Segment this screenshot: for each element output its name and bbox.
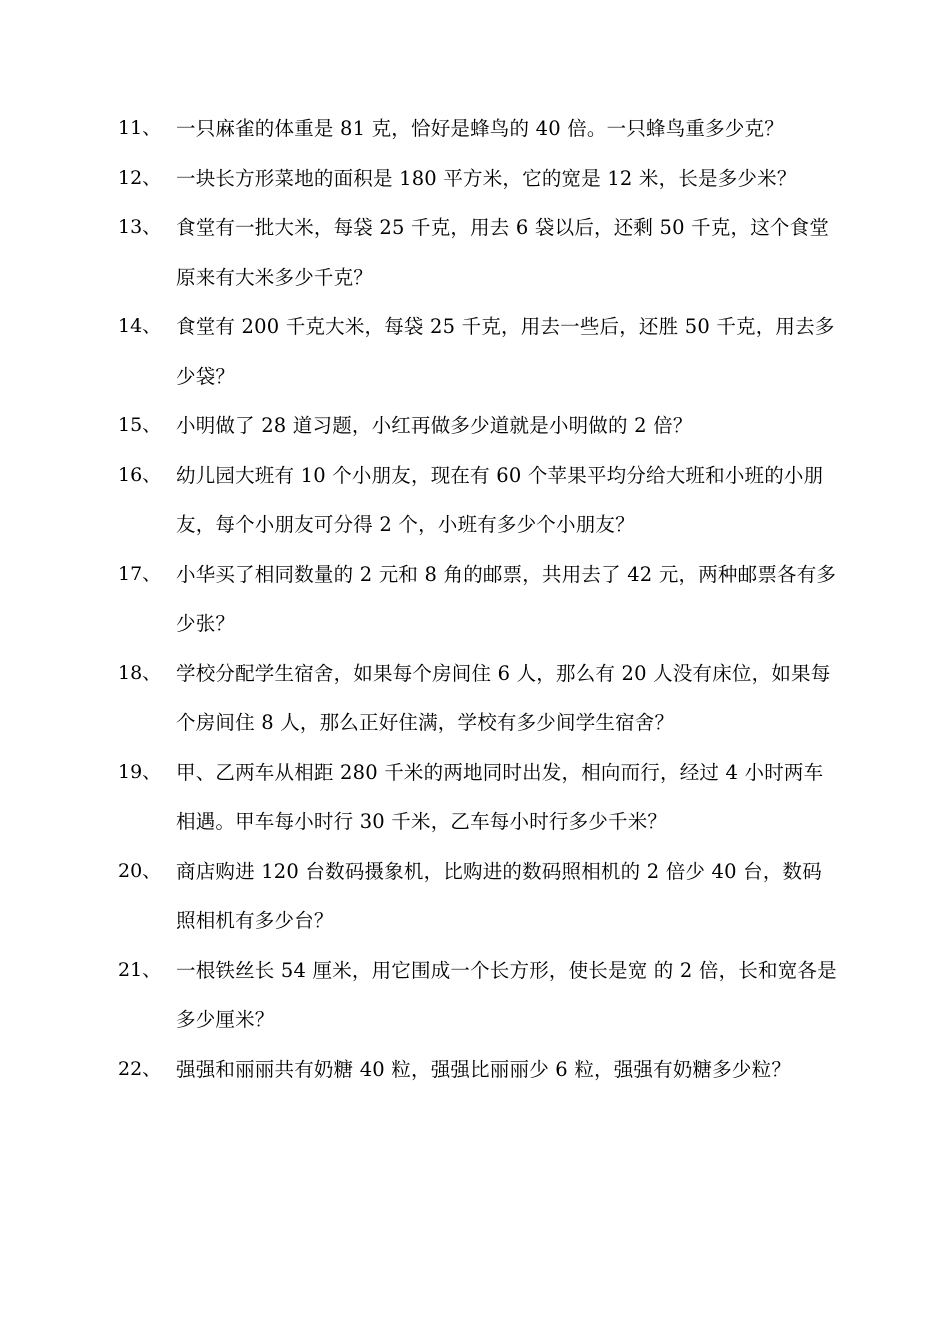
problem-item — [118, 748, 838, 847]
problem-text: 一只麻雀的体重是 81 克，恰好是蜂鸟的 40 倍。一只蜂鸟重多少克？ — [176, 117, 784, 140]
problem-item — [118, 649, 838, 748]
problem-item — [118, 154, 838, 204]
problem-item — [118, 550, 838, 649]
problem-item — [118, 203, 838, 302]
problem-number: 19、 — [118, 760, 162, 783]
problem-number: 12、 — [118, 166, 162, 189]
problem-text: 一根铁丝长 54 厘米，用它围成一个长方形，使长是宽 的 2 倍，长和宽各是多少厘米？ — [176, 958, 837, 1031]
problem-text: 小华买了相同数量的 2 元和 8 角的邮票，共用去了 42 元，两种邮票各有多少张？ — [176, 562, 837, 635]
problem-number: 20、 — [118, 859, 162, 882]
problem-item — [118, 847, 838, 946]
word-problem-list — [118, 104, 838, 1094]
problem-text: 小明做了 28 道习题，小红再做多少道就是小明做的 2 倍？ — [176, 414, 693, 437]
problem-number: 13、 — [118, 216, 162, 238]
problem-item — [118, 1045, 838, 1095]
problem-text: 甲、乙两车从相距 280 千米的两地同时出发，相向而行，经过 4 小时两车相遇。甲车每小时行 30 千米，乙车每小时行多少千米？ — [176, 760, 824, 833]
problem-number: 11、 — [118, 117, 162, 139]
problem-item — [118, 946, 838, 1045]
problem-number: 16、 — [118, 463, 162, 486]
problem-text: 食堂有 200 千克大米，每袋 25 千克，用去一些后，还胜 50 千克，用去多少袋？ — [176, 315, 835, 388]
problem-number: 21、 — [118, 958, 162, 981]
problem-item — [118, 401, 838, 451]
problem-number: 22、 — [118, 1057, 162, 1080]
problem-text: 商店购进 120 台数码摄象机，比购进的数码照相机的 2 倍少 40 台，数码照相机有多少台？ — [176, 859, 822, 932]
problem-text: 幼儿园大班有 10 个小朋友，现在有 60 个苹果平均分给大班和小班的小朋友，每个小朋友可分得 2 个，小班有多少个小朋友？ — [176, 463, 824, 536]
problem-text: 食堂有一批大米，每袋 25 千克，用去 6 袋以后，还剩 50 千克，这个食堂原来有大米多少千克？ — [176, 216, 830, 289]
problem-item — [118, 104, 838, 154]
problem-item — [118, 451, 838, 550]
problem-text: 强强和丽丽共有奶糖 40 粒，强强比丽丽少 6 粒，强强有奶糖多少粒？ — [176, 1057, 792, 1081]
problem-text: 一块长方形菜地的面积是 180 平方米，它的宽是 12 米，长是多少米？ — [176, 166, 797, 190]
problem-number: 14、 — [118, 315, 162, 337]
problem-number: 17、 — [118, 562, 162, 585]
problem-number: 15、 — [118, 414, 162, 436]
problem-text: 学校分配学生宿舍，如果每个房间住 6 人，那么有 20 人没有床位，如果每个房间住 8 人，那么正好住满，学校有多少间学生宿舍？ — [176, 661, 831, 734]
problem-item — [118, 302, 838, 401]
problem-number: 18、 — [118, 661, 162, 684]
